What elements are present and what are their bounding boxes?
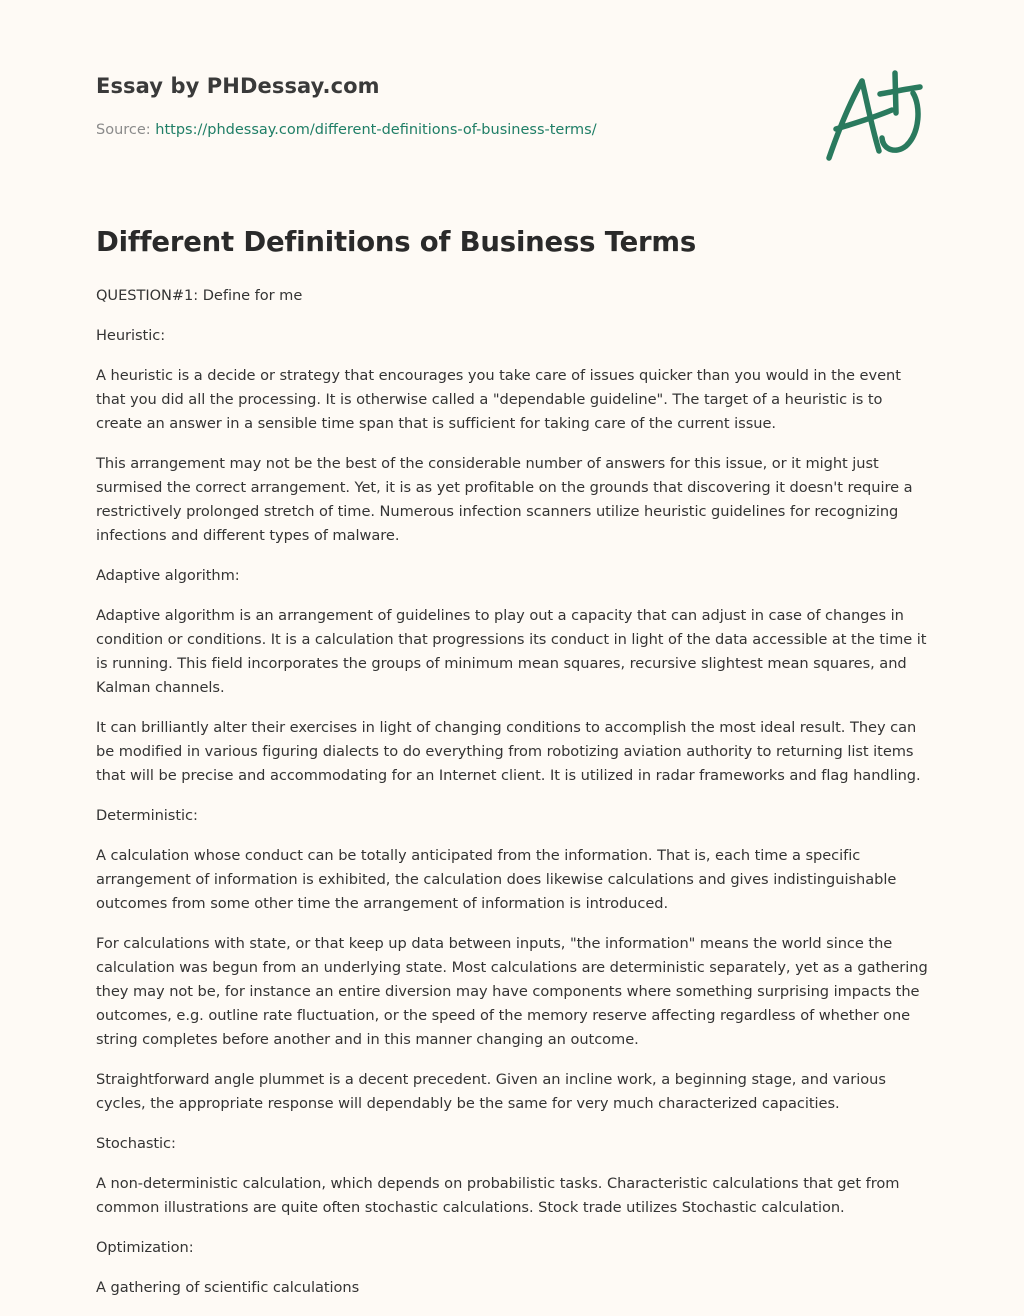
source-line bbox=[96, 122, 796, 138]
paragraph-question: QUESTION#1: Define for me bbox=[96, 287, 303, 304]
a-plus-logo-icon bbox=[822, 68, 926, 164]
heading-heuristic: Heuristic: bbox=[96, 327, 166, 344]
paragraph: Straightforward angle plummet is a decent precedent. Given an incline work, a beginning stage, and various cycles, the appropriate response will dependably be the same for very much characterized capacities. bbox=[96, 1071, 886, 1112]
page-header bbox=[96, 74, 796, 138]
heading-stochastic: Stochastic: bbox=[96, 1135, 176, 1152]
paragraph: This arrangement may not be the best of the considerable number of answers for this issue, or it might just surmised the correct arrangement. Yet, it is as yet profitable on the grounds that discovering it doesn't require a restrictively prolonged stretch of time. Numerous infection scanners utilize heuristic guidelines for recognizing infections and different types of malware. bbox=[96, 455, 913, 544]
paragraph: For calculations with state, or that keep up data between inputs, "the information" means the world since the calculation was begun from an underlying state. Most calculations are deterministic separately, yet as a gathering they may not be, for instance an entire diversion may have components where something surprising impacts the outcomes, e.g. outline rate fluctuation, or the speed of the memory reserve affecting regardless of whether one string completes before another and in this manner changing an outcome. bbox=[96, 935, 928, 1048]
paragraph: It can brilliantly alter their exercises in light of changing conditions to accomplish the most ideal result. They can be modified in various figuring dialects to do everything from robotizing aviation authority to returning list items that will be precise and accommodating for an Internet client. It is utilized in radar frameworks and flag handling. bbox=[96, 719, 921, 784]
paragraph: A gathering of scientific calculations bbox=[96, 1279, 360, 1296]
paragraph: A non-deterministic calculation, which depends on probabilistic tasks. Characteristic calculations that get from common illustrations are quite often stochastic calculations. Stock trade utilizes Stochastic calculation. bbox=[96, 1175, 900, 1216]
heading-optimization: Optimization: bbox=[96, 1239, 194, 1256]
source-link[interactable]: https://phdessay.com/different-definitions-of-business-terms/ bbox=[155, 122, 597, 138]
brand-title: Essay by PHDessay.com bbox=[96, 74, 380, 98]
paragraph: A heuristic is a decide or strategy that encourages you take care of issues quicker than you would in the event that you did all the processing. It is otherwise called a "dependable guideline". The target of a heuristic is to create an answer in a sensible time span that is sufficient for taking care of the current issue. bbox=[96, 367, 901, 432]
heading-deterministic: Deterministic: bbox=[96, 807, 198, 824]
heading-adaptive-algorithm: Adaptive algorithm: bbox=[96, 567, 240, 584]
source-label: Source: bbox=[96, 122, 151, 138]
paragraph: Adaptive algorithm is an arrangement of guidelines to play out a capacity that can adjust in case of changes in condition or conditions. It is a calculation that progressions its conduct in light of the data accessible at the time it is running. This field incorporates the groups of minimum mean squares, recursive slightest mean squares, and Kalman channels. bbox=[96, 607, 927, 696]
essay-body bbox=[96, 284, 930, 1316]
paragraph: A calculation whose conduct can be totally anticipated from the information. That is, each time a specific arrangement of information is exhibited, the calculation does likewise calculations and gives indistinguishable outcomes from some other time the arrangement of information is introduced. bbox=[96, 847, 897, 912]
page-title: Different Definitions of Business Terms bbox=[96, 226, 697, 258]
